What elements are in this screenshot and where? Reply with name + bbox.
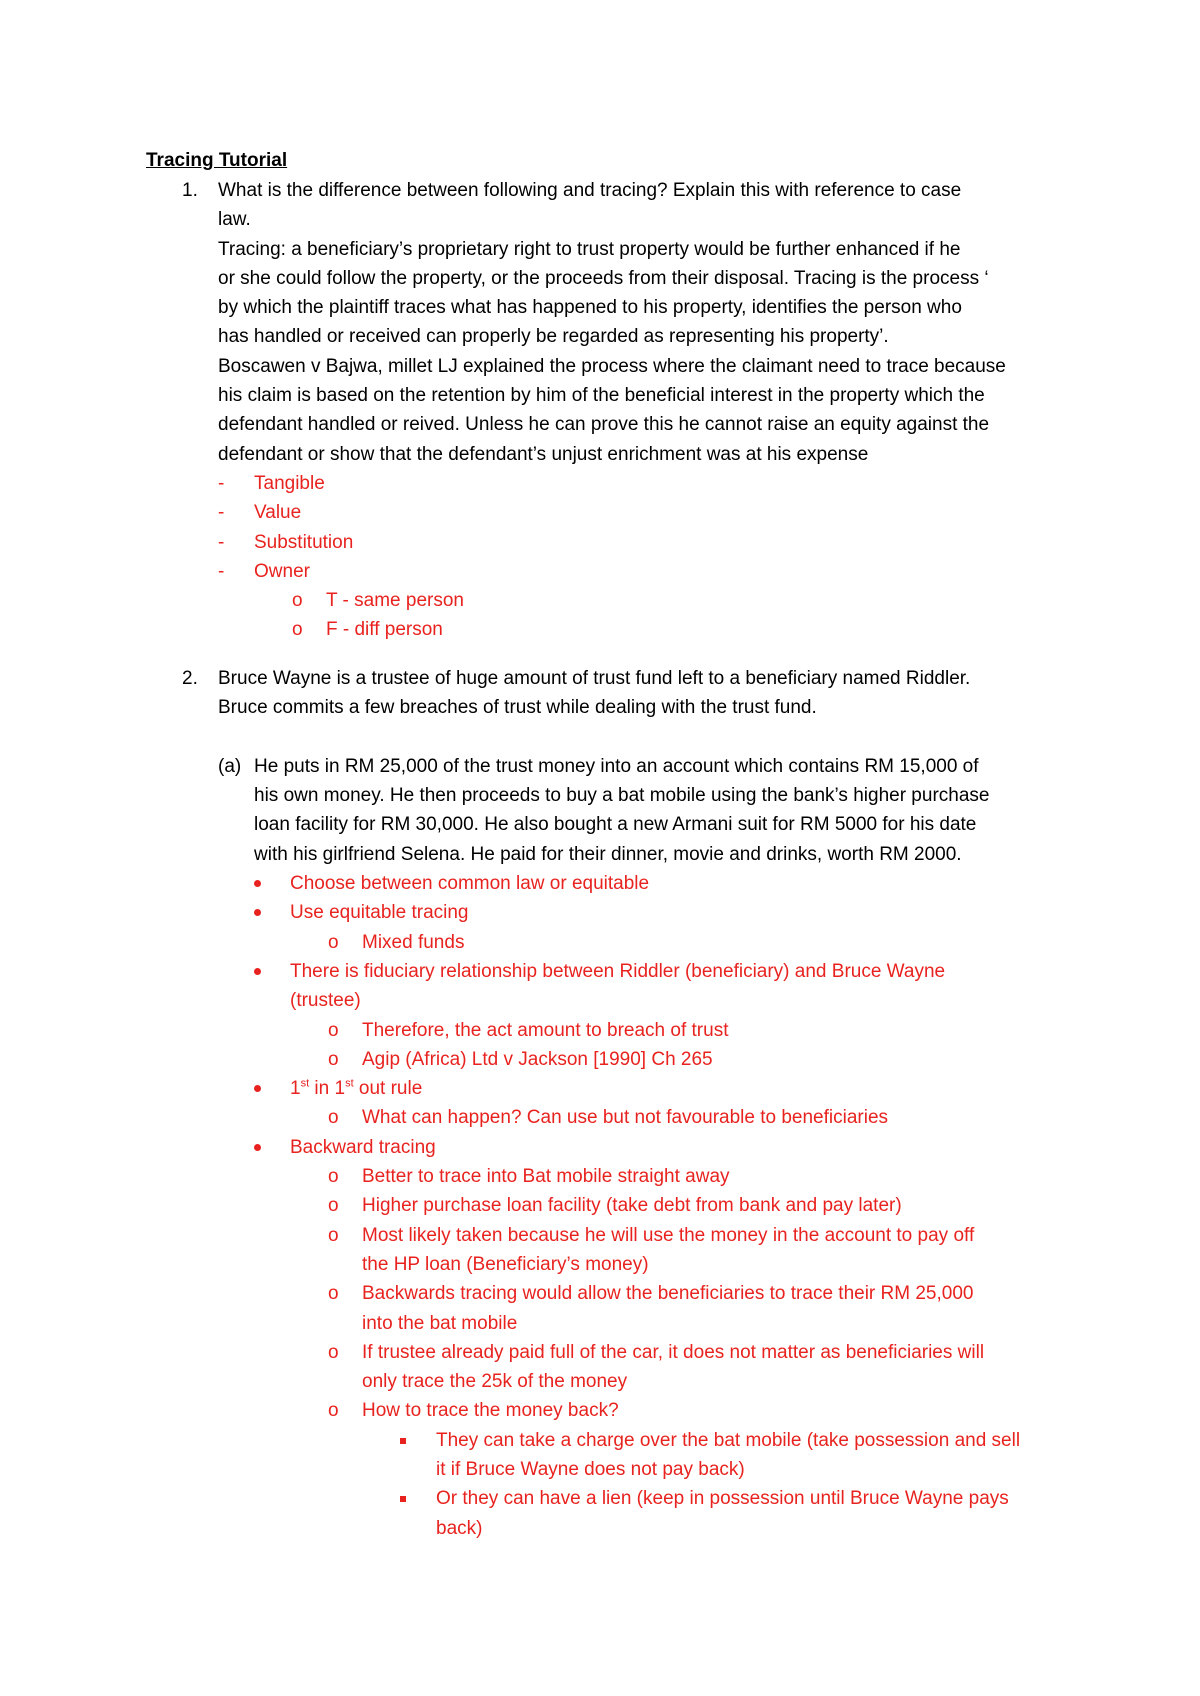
q1-line: What is the difference between following and tracing? Explain this with reference to case bbox=[218, 180, 962, 201]
sub-bullet-item bbox=[254, 1162, 1068, 1191]
sub-bullet-label: Better to trace into Bat mobile straight away bbox=[362, 1166, 730, 1188]
dash-item-label: Tangible bbox=[254, 472, 325, 494]
square-bullet-item bbox=[254, 1484, 1068, 1513]
square-bullet-label: back) bbox=[436, 1517, 483, 1539]
bullet-item bbox=[254, 1074, 1068, 1103]
question-2-number: 2. bbox=[182, 668, 198, 689]
bullet-dot-icon bbox=[254, 1085, 261, 1092]
dash-item-label: Value bbox=[254, 502, 302, 524]
sub-list-item bbox=[218, 586, 1068, 615]
bullet-label bbox=[290, 1074, 422, 1103]
sub-bullet-continuation bbox=[254, 1367, 1068, 1396]
sub-bullet-label: Therefore, the act amount to breach of trust bbox=[362, 1019, 729, 1041]
square-bullet-item bbox=[254, 1426, 1068, 1455]
part-a-line: He puts in RM 25,000 of the trust money into an account which contains RM 15,000 of bbox=[254, 755, 979, 777]
sub-bullet-continuation bbox=[254, 1309, 1068, 1338]
sub-bullet-continuation bbox=[254, 1250, 1068, 1279]
sub-bullet-item bbox=[254, 1279, 1068, 1308]
bullet-dot-icon bbox=[254, 1144, 261, 1151]
dash-list-item bbox=[218, 528, 1068, 557]
bullet-item bbox=[254, 957, 1068, 986]
q2-line: Bruce Wayne is a trustee of huge amount of trust fund left to a beneficiary named Riddler. bbox=[218, 668, 971, 689]
bullet-dot-icon bbox=[254, 880, 261, 887]
rule-text: 1 bbox=[290, 1078, 301, 1100]
sub-bullet-label: Mixed funds bbox=[362, 931, 465, 953]
sub-list-item bbox=[218, 615, 1068, 644]
sub-item-label: F - diff person bbox=[326, 619, 443, 641]
dash-item-label: Owner bbox=[254, 560, 310, 582]
question-1-body bbox=[218, 176, 1068, 645]
dash-marker: - bbox=[218, 472, 225, 494]
part-a-label: (a) bbox=[218, 755, 242, 777]
part-a-line: with his girlfriend Selena. He paid for their dinner, movie and drinks, worth RM 2000. bbox=[254, 843, 962, 865]
blank-line bbox=[218, 723, 1068, 752]
bullet-item bbox=[254, 1133, 1068, 1162]
dash-list-item bbox=[218, 557, 1068, 586]
sub-bullet-item bbox=[254, 1045, 1068, 1074]
sub-bullet-label: If trustee already paid full of the car, it does not matter as beneficiaries will bbox=[362, 1341, 985, 1363]
circle-marker: o bbox=[328, 1107, 339, 1129]
square-bullet-icon bbox=[400, 1438, 406, 1444]
dash-marker: - bbox=[218, 502, 225, 524]
part-a-line: loan facility for RM 30,000. He also bought a new Armani suit for RM 5000 for his date bbox=[254, 814, 977, 836]
q1-line: defendant or show that the defendant’s unjust enrichment was at his expense bbox=[218, 443, 869, 465]
dash-item-label: Substitution bbox=[254, 531, 354, 553]
bullet-label: Choose between common law or equitable bbox=[290, 873, 650, 895]
bullet-continuation bbox=[254, 986, 1068, 1015]
dash-list-item bbox=[218, 498, 1068, 527]
bullet-item bbox=[254, 898, 1068, 927]
q2-line: Bruce commits a few breaches of trust while dealing with the trust fund. bbox=[218, 697, 817, 719]
q1-line: Tracing: a beneficiary’s proprietary right to trust property would be further enhanced if he bbox=[218, 238, 961, 260]
square-bullet-label: Or they can have a lien (keep in possession until Bruce Wayne pays bbox=[436, 1488, 1009, 1510]
ordinal-suffix: st bbox=[345, 1077, 354, 1090]
dash-marker: - bbox=[218, 560, 225, 582]
circle-marker: o bbox=[328, 1019, 339, 1041]
rule-text: out rule bbox=[353, 1078, 423, 1100]
q1-line: has handled or received can properly be regarded as representing his property’. bbox=[218, 326, 889, 348]
part-a bbox=[218, 752, 1068, 1543]
dash-marker: - bbox=[218, 531, 225, 553]
bullet-dot-icon bbox=[254, 909, 261, 916]
square-bullet-continuation bbox=[254, 1455, 1068, 1484]
circle-marker: o bbox=[328, 1400, 339, 1422]
circle-marker: o bbox=[328, 1341, 339, 1363]
circle-marker: o bbox=[328, 1048, 339, 1070]
bullet-label: There is fiduciary relationship between Riddler (beneficiary) and Bruce Wayne bbox=[290, 960, 946, 982]
q1-line: defendant handled or reived. Unless he can prove this he cannot raise an equity against the bbox=[218, 414, 990, 436]
q1-line: law. bbox=[218, 209, 251, 231]
sub-item-label: T - same person bbox=[326, 590, 464, 612]
sub-bullet-item bbox=[254, 1016, 1068, 1045]
sub-bullet-label: How to trace the money back? bbox=[362, 1400, 619, 1422]
bullet-label: Use equitable tracing bbox=[290, 902, 469, 924]
part-a-line: his own money. He then proceeds to buy a bat mobile using the bank’s higher purchase bbox=[254, 785, 990, 807]
sub-bullet-label: the HP loan (Beneficiary’s money) bbox=[362, 1253, 649, 1275]
sub-bullet-label: What can happen? Can use but not favourable to beneficiaries bbox=[362, 1107, 889, 1129]
square-bullet-label: They can take a charge over the bat mobile (take possession and sell bbox=[436, 1429, 1021, 1451]
sub-bullet-label: Agip (Africa) Ltd v Jackson [1990] Ch 265 bbox=[362, 1048, 713, 1070]
sub-bullet-label: Higher purchase loan facility (take debt from bank and pay later) bbox=[362, 1195, 902, 1217]
sub-bullet-item bbox=[254, 1221, 1068, 1250]
circle-marker: o bbox=[328, 1283, 339, 1305]
circle-marker: o bbox=[328, 1224, 339, 1246]
bullet-dot-icon bbox=[254, 968, 261, 975]
square-bullet-label: it if Bruce Wayne does not pay back) bbox=[436, 1459, 745, 1481]
circle-marker: o bbox=[328, 1195, 339, 1217]
square-bullet-continuation bbox=[254, 1514, 1068, 1543]
square-bullet-icon bbox=[400, 1496, 406, 1502]
dash-list-item bbox=[218, 469, 1068, 498]
sub-bullet-label: Backwards tracing would allow the beneficiaries to trace their RM 25,000 bbox=[362, 1283, 974, 1305]
q1-line: his claim is based on the retention by him of the beneficial interest in the property which the bbox=[218, 385, 985, 407]
bullet-label: Backward tracing bbox=[290, 1136, 436, 1158]
sub-bullet-label: only trace the 25k of the money bbox=[362, 1371, 628, 1393]
sub-bullet-item bbox=[254, 1103, 1068, 1132]
sub-bullet-item bbox=[254, 1338, 1068, 1367]
page-title: Tracing Tutorial bbox=[146, 150, 288, 171]
circle-marker: o bbox=[292, 590, 303, 612]
question-2-body bbox=[218, 664, 1068, 1543]
q1-line: by which the plaintiff traces what has happened to his property, identifies the person who bbox=[218, 297, 962, 319]
bullet-item bbox=[254, 869, 1068, 898]
circle-marker: o bbox=[292, 619, 303, 641]
rule-text: in 1 bbox=[309, 1078, 346, 1100]
question-1-number: 1. bbox=[182, 180, 198, 201]
sub-bullet-label: Most likely taken because he will use the money in the account to pay off bbox=[362, 1224, 975, 1246]
circle-marker: o bbox=[328, 1166, 339, 1188]
bullet-label: (trustee) bbox=[290, 990, 361, 1012]
q1-line: Boscawen v Bajwa, millet LJ explained the process where the claimant need to trace because bbox=[218, 355, 1006, 377]
sub-bullet-item bbox=[254, 928, 1068, 957]
circle-marker: o bbox=[328, 931, 339, 953]
q1-line: or she could follow the property, or the proceeds from their disposal. Tracing is the process ‘ bbox=[218, 267, 989, 289]
sub-bullet-item bbox=[254, 1396, 1068, 1425]
sub-bullet-item bbox=[254, 1191, 1068, 1220]
ordinal-suffix: st bbox=[300, 1077, 310, 1090]
sub-bullet-label: into the bat mobile bbox=[362, 1312, 518, 1334]
